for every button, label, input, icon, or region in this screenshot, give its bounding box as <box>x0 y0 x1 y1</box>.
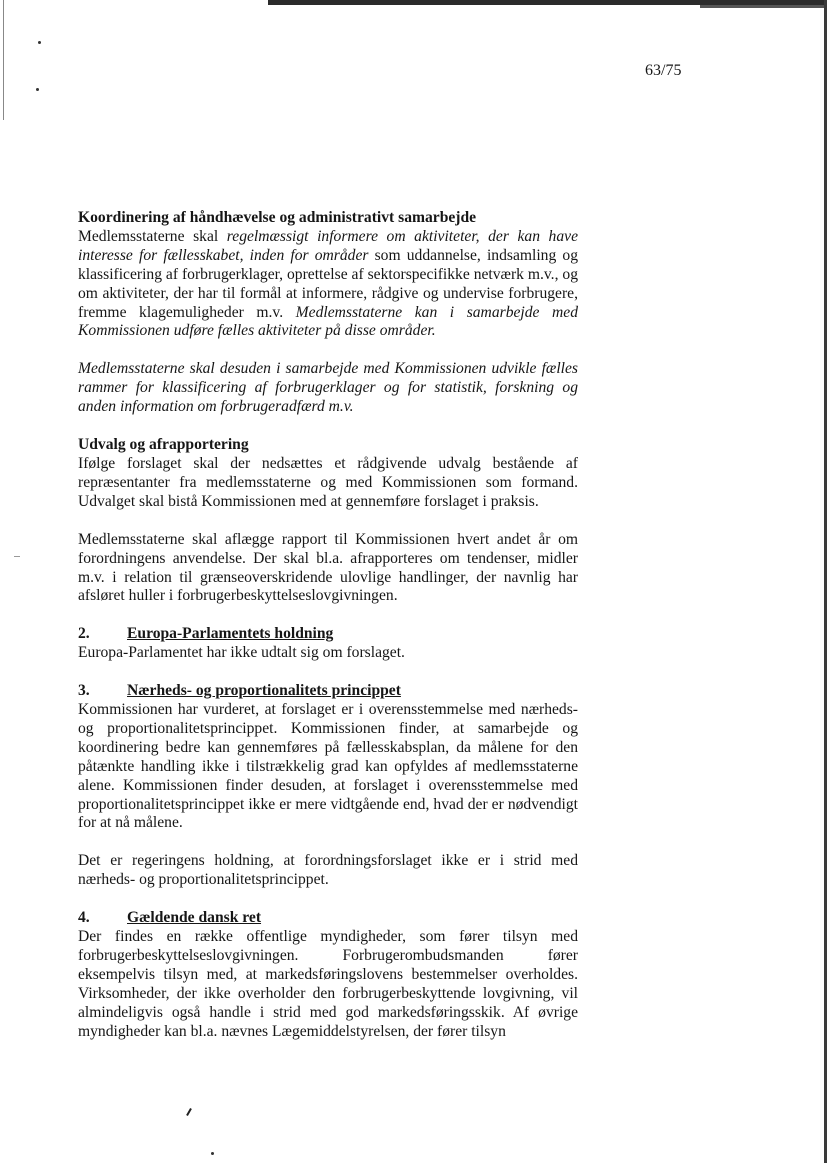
section-heading <box>78 682 578 701</box>
section-title: Gældende dansk ret <box>127 909 262 927</box>
scan-speck <box>36 88 39 91</box>
paragraph-gap <box>78 417 578 436</box>
emphasis-text: Medlemsstaterne kan i samarbejde med Kommissionen udføre fælles aktiviteter på disse områder. <box>78 303 578 340</box>
section-number: 3. <box>78 682 90 700</box>
section-heading <box>78 625 578 644</box>
paragraph <box>78 644 578 663</box>
paragraph-gap <box>78 833 578 852</box>
scan-edge-top-shadow <box>700 5 827 8</box>
body-text: Ifølge forslaget skal der nedsættes et rådgivende udvalg bestående af repræsentanter fra medlemsstaterne og med Kommissionen som formand. Udvalget skal bistå Kommissionen med at gennemføre forslaget i praksis. <box>78 454 578 510</box>
section-title: Nærheds- og proportionalitets princippet <box>127 682 401 700</box>
body-text: Medlemsstaterne skal aflægge rapport til Kommissionen hvert andet år om forordningens anvendelse. Der skal bl.a. afrapporteres om tendenser, midler m.v. i relation til grænseoverskridende ulovlige handlinger, der navnlig har afsløret huller i forbrugerbeskyttelseslovgivningen. <box>78 530 578 605</box>
paragraph <box>78 928 578 1041</box>
document-body <box>78 209 578 1042</box>
section-number: 4. <box>78 909 90 927</box>
paragraph-gap <box>78 341 578 360</box>
body-text: Det er regeringens holdning, at forordningsforslaget ikke er i strid med nærheds- og proportionalitetsprincippet. <box>78 852 578 889</box>
emphasis-text: regelmæssigt informere om aktiviteter, der kan have interesse for fællesskabet, inden for områder <box>78 227 578 264</box>
paragraph <box>78 852 578 890</box>
section-heading <box>78 909 578 928</box>
subheading: Udvalg og afrapportering <box>78 436 249 454</box>
page-number: 63/75 <box>645 62 682 79</box>
scan-speck <box>38 41 41 44</box>
paragraph-gap <box>78 663 578 682</box>
body-text: Kommissionen har vurderet, at forslaget er i overensstemmelse med nærheds- og proportionalitetsprincippet. Kommissionen finder, at samarbejde og koordinering bedre kan gennemføres på fællesskabsplan, da målene for den påtænkte handling ikke i tilstrækkelig grad kan opfyldes af medlemsstaterne alene. Kommissionen finder desuden, at forslaget i overensstemmelse med proportionalitetsprincippet ikke er mere vidtgående end, hvad der er nødvendigt for at nå målene. <box>78 701 578 832</box>
body-text: Europa-Parlamentet har ikke udtalt sig om forslaget. <box>78 644 405 662</box>
paragraph-gap <box>78 512 578 531</box>
body-text: Medlemsstaterne skal <box>78 227 227 245</box>
scan-speck <box>14 556 20 557</box>
section-title: Europa-Parlamentets holdning <box>127 625 334 643</box>
emphasis-text: Medlemsstaterne skal desuden i samarbejde med Kommissionen udvikle fælles rammer for klassificering af forbrugerklager og for statistik, forskning og anden information om forbrugeradfærd m.v. <box>78 360 578 416</box>
paragraph <box>78 531 578 607</box>
subheading: Koordinering af håndhævelse og administrativt samarbejde <box>78 209 477 226</box>
paragraph-gap <box>78 890 578 909</box>
paragraph <box>78 360 578 417</box>
paragraph <box>78 228 578 341</box>
paragraph <box>78 455 578 512</box>
paragraph <box>78 701 578 833</box>
scan-speck <box>211 1152 214 1155</box>
scan-edge-left <box>3 0 4 120</box>
section-number: 2. <box>78 625 90 643</box>
body-text: som uddannelse, indsamling og klassificering af forbrugerklager, oprettelse af sektorspecifikke netværk m.v., og om aktiviteter, der har til formål at informere, rådgive og undervise forbrugere, fremme klagemuligheder m.v. <box>78 246 578 321</box>
paragraph-gap <box>78 606 578 625</box>
pen-mark <box>186 1108 192 1116</box>
body-text: Der findes en række offentlige myndigheder, som fører tilsyn med forbrugerbeskyttelseslovgivningen. Forbrugerombudsmanden fører eksempelvis tilsyn med, at markedsføringslovens bestemmelser overholdes. Virksomheder, der ikke overholder den forbrugerbeskyttende lovgivning, vil almindeligvis også handle i strid med god markedsføringsskik. Af øvrige myndigheder kan bl.a. nævnes Lægemiddelstyrelsen, der fører tilsyn <box>78 928 578 1040</box>
